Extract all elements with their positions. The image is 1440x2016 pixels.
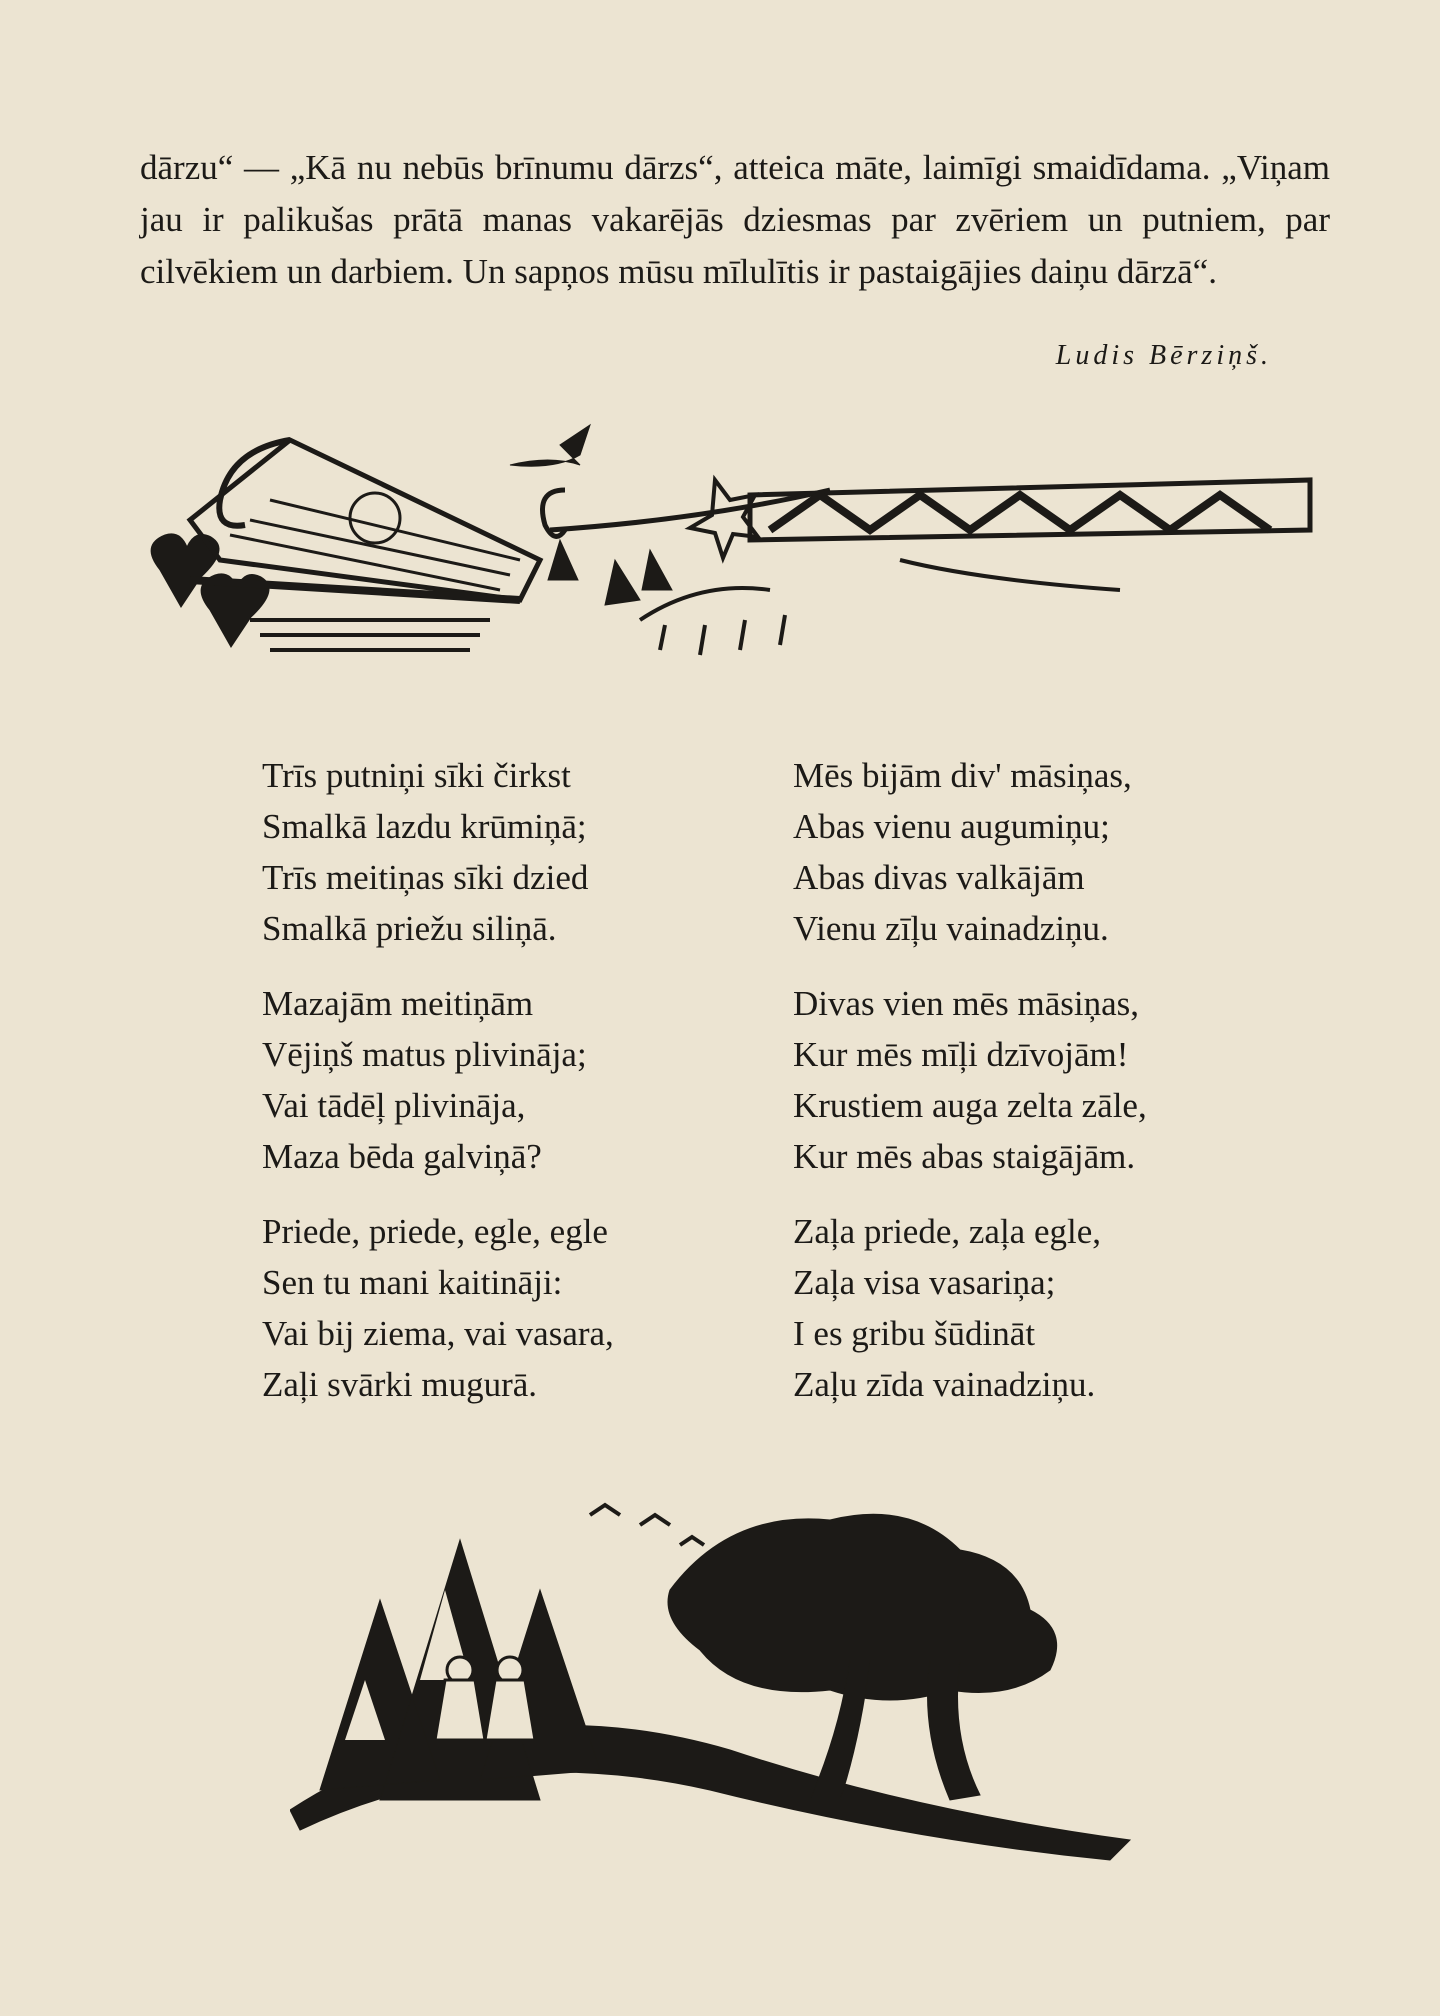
poem-line: Maza bēda galviņā? xyxy=(262,1137,542,1176)
poem-right-column xyxy=(793,750,1253,1434)
bird-icon xyxy=(510,425,590,466)
poem-line: Zaļa visa vasariņa; xyxy=(793,1263,1056,1302)
poem-line: Smalkā lazdu krūmiņā; xyxy=(262,807,587,846)
poem-line: Mazajām meitiņām xyxy=(262,984,534,1023)
poem-line: Vienu zīļu vainadziņu. xyxy=(793,909,1109,948)
poem-line: Mēs bijām div' māsiņas, xyxy=(793,756,1132,795)
poem-line: I es gribu šūdināt xyxy=(793,1314,1036,1353)
stanza xyxy=(793,978,1253,1182)
stanza xyxy=(793,750,1253,954)
poem-line: Zaļi svārki mugurā. xyxy=(262,1365,538,1404)
poem-line: Abas divas valkājām xyxy=(793,858,1085,897)
poem-line: Divas vien mēs māsiņas, xyxy=(793,984,1140,1023)
stanza xyxy=(793,1206,1253,1410)
poem-line: Vai tādēļ plivināja, xyxy=(262,1086,526,1125)
birds-icon xyxy=(590,1505,704,1545)
poem-line: Vējiņš matus plivināja; xyxy=(262,1035,587,1074)
prose-text xyxy=(140,142,1330,298)
woven-band-icon xyxy=(750,480,1310,540)
poem-line: Trīs putniņi sīki čirkst xyxy=(262,756,571,795)
poem-line: Kur mēs abas staigājām. xyxy=(793,1137,1136,1176)
stanza xyxy=(262,978,722,1182)
poem-line: Priede, priede, egle, egle xyxy=(262,1212,608,1251)
kokle-bird-bells-ornament-icon xyxy=(140,420,1320,660)
poem-line: Kur mēs mīļi dzīvojām! xyxy=(793,1035,1129,1074)
poem-line: Sen tu mani kaitināji: xyxy=(262,1263,563,1302)
stanza xyxy=(262,750,722,954)
poem-line: Zaļu zīda vainadziņu. xyxy=(793,1365,1096,1404)
poem-left-column xyxy=(262,750,722,1434)
bells-icon xyxy=(548,540,672,605)
author-signature: Ludis Bērziņš. xyxy=(1055,340,1272,371)
poem-line: Zaļa priede, zaļa egle, xyxy=(793,1212,1101,1251)
poem-line: Vai bij ziema, vai vasara, xyxy=(262,1314,614,1353)
prose-paragraph: dārzu“ — „Kā nu nebūs brīnumu dārzs“, atteica māte, laimīgi smaidīdama. „Viņam jau ir palikušas prātā manas vakarējās dziesmas par zvēriem un putniem, par cilvēkiem un darbiem. Un sapņos mūsu mīlulītis ir pastaigājies daiņu dārzā“. xyxy=(140,148,1330,291)
stanza xyxy=(262,1206,722,1410)
poem-line: Trīs meitiņas sīki dzied xyxy=(262,858,589,897)
poem-line: Krustiem auga zelta zāle, xyxy=(793,1086,1147,1125)
pine-trees-landscape-icon xyxy=(290,1480,1150,1960)
poem-line: Smalkā priežu siliņā. xyxy=(262,909,557,948)
poem-line: Abas vienu augumiņu; xyxy=(793,807,1110,846)
